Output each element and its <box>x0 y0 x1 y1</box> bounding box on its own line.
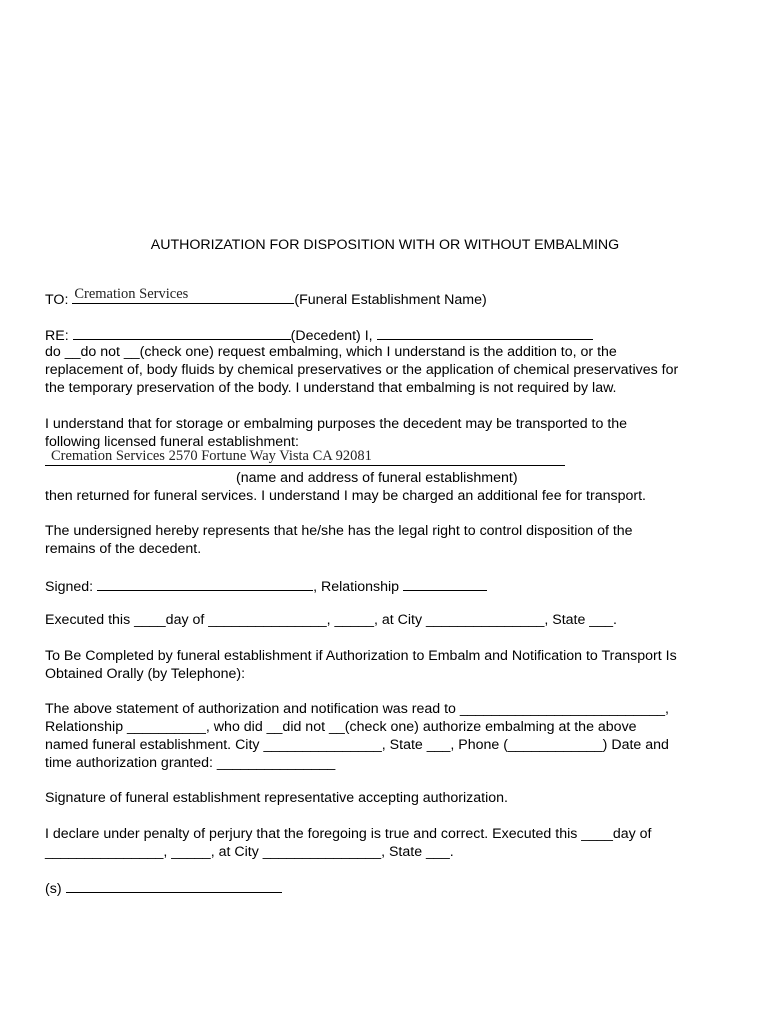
telephone-line-1: To Be Completed by funeral establishment if Authorization to Embalm and Notification to Transport Is <box>45 648 677 664</box>
transport-line-1: I understand that for storage or embalming purposes the decedent may be transported to the <box>45 416 628 432</box>
page-title: AUTHORIZATION FOR DISPOSITION WITH OR WITHOUT EMBALMING <box>150 237 620 253</box>
to-line <box>45 286 487 309</box>
signature-representative-line: Signature of funeral establishment representative accepting authorization. <box>45 790 508 806</box>
legal-right-line-2: remains of the decedent. <box>45 541 202 557</box>
executed-line: Executed this ____day of _______________, _____, at City _______________, State ___. <box>45 612 617 628</box>
statement-line-4: time authorization granted: _______________ <box>45 755 336 771</box>
statement-line-2: Relationship __________, who did __did not __(check one) authorize embalming at the above <box>45 719 637 735</box>
authorizing-person-field[interactable] <box>377 325 593 340</box>
decedent-label: (Decedent) I, <box>290 328 377 344</box>
establishment-caption: (name and address of funeral establishment) <box>236 470 518 486</box>
legal-right-line-1: The undersigned hereby represents that he/she has the legal right to control disposition of the <box>45 523 633 539</box>
to-suffix: (Funeral Establishment Name) <box>294 292 487 308</box>
signature-field[interactable] <box>97 576 313 591</box>
re-line <box>45 325 593 345</box>
re-label: RE: <box>45 328 73 344</box>
declare-line-1: I declare under penalty of perjury that the foregoing is true and correct. Executed this ____day of <box>45 826 652 842</box>
funeral-establishment-name-field[interactable] <box>72 286 294 304</box>
to-label: TO: <box>45 292 73 308</box>
statement-line-1: The above statement of authorization and notification was read to __________________________, <box>45 701 669 717</box>
telephone-line-2: Obtained Orally (by Telephone): <box>45 666 246 682</box>
funeral-establishment-name-value: Cremation Services <box>74 286 189 302</box>
establishment-address-value: Cremation Services 2570 Fortune Way Vista CA 92081 <box>51 448 372 464</box>
re-line-3: replacement of, body fluids by chemical preservatives or the application of chemical preservatives for <box>45 362 679 378</box>
signed-line <box>45 576 487 596</box>
declare-line-2: _______________, _____, at City _______________, State ___. <box>45 844 454 860</box>
decedent-name-field[interactable] <box>73 325 291 340</box>
signed-label: Signed: <box>45 579 98 595</box>
statement-line-3: named funeral establishment. City _______________, State ___, Phone (____________) Date and <box>45 737 669 753</box>
establishment-address-field[interactable] <box>45 448 565 466</box>
s-signature-line <box>45 878 282 898</box>
establishment-address-row <box>45 448 565 471</box>
relationship-field[interactable] <box>403 576 487 591</box>
transport-line-3: then returned for funeral services. I understand I may be charged an additional fee for transport. <box>45 488 646 504</box>
s-label: (s) <box>45 881 66 897</box>
transport-line-2: following licensed funeral establishment: <box>45 434 299 450</box>
re-line-4: the temporary preservation of the body. I understand that embalming is not required by law. <box>45 380 617 396</box>
relationship-label: , Relationship <box>313 579 403 595</box>
s-signature-field[interactable] <box>66 878 282 893</box>
re-line-2: do __do not __(check one) request embalming, which I understand is the addition to, or the <box>45 344 617 360</box>
